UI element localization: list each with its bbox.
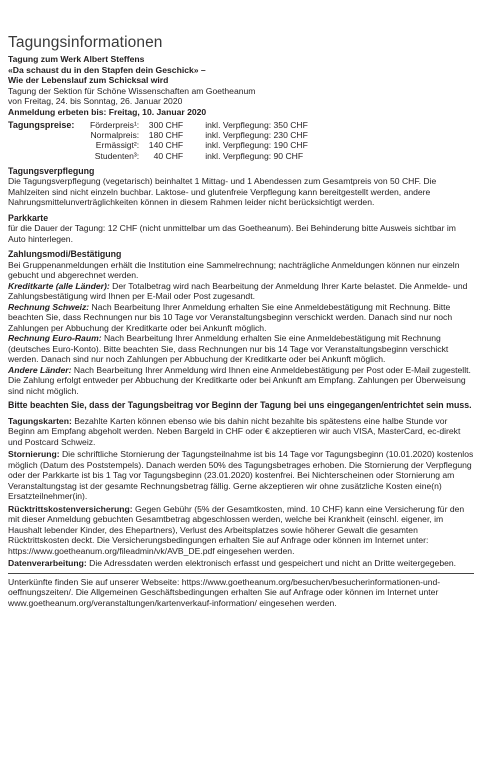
section-text: für die Dauer der Tagung: 12 CHF (nicht unmittelbar um das Goetheanum). Bei Behinderung bitte Ausweis sichtbar im Auto hinterlegen.	[8, 223, 456, 244]
price-row	[90, 151, 308, 161]
section-text: Die Tagungsverpflegung (vegetarisch) beinhaltet 1 Mittag- und 1 Abendessen zum Gesamtpreis von 50 CHF. Die Mahlzeiten sind nicht einzeln buchbar. Laktose- und glutenfreie Verpflegung kann bereitgestellt werden, andere Nahrungsmittelunverträglichkeiten können in diesem Rahmen leider nicht berücksichtigt werden.	[8, 176, 437, 208]
price-value: 40 CHF	[153, 150, 184, 161]
daten-label: Datenverarbeitung:	[8, 558, 87, 569]
event-line-1: Tagung zum Werk Albert Steffens	[8, 54, 145, 64]
payment-label: Kreditkarte (alle Länder):	[8, 280, 110, 291]
price-kind: Förderpreis¹:	[90, 120, 140, 130]
event-line-3: Wie der Lebenslauf zum Schicksal wird	[8, 75, 169, 85]
section-zahlung	[8, 249, 474, 396]
payment-text: Nach Bearbeitung Ihrer Anmeldung erhalten Sie eine Anmeldebestätigung mit Rechnung. Bitte beachten Sie, dass Rechnungen nur bis 10 Tage vor Veranstaltungsbeginn verschickt werden. Danach sind nur noch Zahlungen per Abbuchung der Kreditkarte oder bei Ankunft möglich.	[8, 301, 453, 333]
storno-label: Stornierung:	[8, 449, 60, 460]
price-value: 180 CHF	[148, 130, 184, 141]
price-value: 300 CHF	[148, 120, 184, 130]
payment-text: Nach Bearbeitung Ihrer Anmeldung erhalten Sie eine Anmeldebestätigung mit Rechnung (deutsches Euro-Konto). Bitte beachten Sie, dass Rechnungen nur bis 14 Tage vor Veranstaltungsbeginn verschickt werden. Danach sind nur noch Zahlungen per Abbuchung der Kreditkarte oder bei Ankunft möglich.	[8, 333, 449, 365]
payment-label: Rechnung Euro-Raum:	[8, 333, 102, 344]
section-verpflegung	[8, 166, 474, 208]
payment-euro	[8, 333, 474, 365]
karten-paragraph	[8, 416, 474, 448]
divider	[8, 573, 474, 574]
payment-label: Rechnung Schweiz:	[8, 301, 90, 312]
section-storno	[8, 449, 474, 502]
event-line-2: «Da schaust du in den Stapfen dein Geschick» –	[8, 64, 206, 75]
price-kind: Normalpreis:	[90, 130, 140, 141]
daten-paragraph	[8, 558, 474, 569]
storno-paragraph	[8, 449, 474, 502]
price-value: 140 CHF	[148, 140, 184, 151]
payment-text: Nach Bearbeitung Ihrer Anmeldung wird Ihnen eine Anmeldebestätigung per Post oder E-Mail zugestellt. Die Zahlung erfolgt entweder per Abbuchung der Kreditkarte oder bei Ankunft am Empfang. Zahlungen per Überweisung sind nicht möglich.	[8, 364, 471, 396]
karten-label: Tagungskarten:	[8, 415, 72, 426]
daten-text: Die Adressdaten werden elektronisch erfasst und gespeichert und nicht an Dritte weitergegeben.	[86, 558, 457, 569]
event-organizer: Tagung der Sektion für Schöne Wissenschaften am Goetheanum	[8, 85, 256, 96]
page-title: Tagungsinformationen	[8, 34, 163, 51]
section-text: Bei Gruppenanmeldungen erhält die Institution eine Sammelrechnung; nachträgliche Anmeldungen können nur einzeln gebucht und abgerechnet werden.	[8, 259, 460, 281]
section-ruecktritt	[8, 504, 474, 557]
ruecktritt-paragraph	[8, 504, 474, 557]
price-incl: inkl. Verpflegung: 350 CHF	[205, 120, 308, 130]
price-row	[90, 140, 308, 150]
price-incl: inkl. Verpflegung: 190 CHF	[205, 140, 308, 151]
price-incl: inkl. Verpflegung: 230 CHF	[205, 130, 308, 141]
section-heading: Zahlungsmodi/Bestätigung	[8, 249, 122, 260]
payment-label: Andere Länder:	[8, 364, 72, 375]
price-table	[90, 120, 308, 161]
section-parkkarte	[8, 213, 474, 245]
price-incl: inkl. Verpflegung: 90 CHF	[205, 150, 304, 161]
price-label: Tagungspreise:	[8, 120, 75, 130]
section-daten	[8, 558, 474, 569]
ruecktritt-label: Rücktrittskostenversicherung:	[8, 503, 133, 514]
section-karten	[8, 416, 474, 448]
payment-kreditkarte	[8, 281, 474, 302]
payment-schweiz	[8, 302, 474, 334]
price-kind: Ermässigt²:	[95, 140, 140, 151]
price-kind: Studenten³:	[94, 150, 140, 161]
event-info	[8, 54, 474, 117]
section-heading: Tagungsverpflegung	[8, 165, 95, 176]
karten-text: Bezahlte Karten können ebenso wie bis dahin nicht bezahlte bis spätestens eine halbe Stunde vor Beginn am Empfang abgeholt werden. Neben Bargeld in CHF oder € akzeptieren wir auch VISA, MasterCard, ec-direkt und Postcard Schweiz.	[8, 415, 461, 447]
price-row	[90, 130, 308, 140]
payment-text: Der Totalbetrag wird nach Bearbeitung der Anmeldung Ihrer Karte belastet. Die Anmelde- und Zahlungsbestätigung wird Ihnen per E-Mail oder Post zugesandt.	[8, 280, 468, 302]
price-block	[8, 120, 474, 161]
payment-andere	[8, 365, 474, 397]
payment-notice: Bitte beachten Sie, dass der Tagungsbeitrag vor Beginn der Tagung bei uns eingegangen/entrichtet sein muss.	[8, 400, 472, 411]
registration-deadline: Anmeldung erbeten bis: Freitag, 10. Januar 2020	[8, 106, 207, 117]
price-row	[90, 120, 308, 130]
ruecktritt-text: Gegen Gebühr (5% der Gesamtkosten, mind. 10 CHF) kann eine Versicherung für den mit dieser Anmeldung gebuchten Gesamtbetrag abgeschlossen werden, welche bei Krankheit (einschl. eigener, im Haushalt lebender Kinder, des Ehepartners), Verlust des Arbeitsplatzes sowie höherer Gewalt die gesamten Rücktrittskosten deckt. Die Versicherungsbedingungen erhalten Sie auf Anfrage oder können im Internet unter: https://www.goetheanum.org/fileadmin/vk/AVB_DE.pdf eingesehen werden.	[8, 503, 465, 556]
storno-text: Die schriftliche Stornierung der Tagungsteilnahme ist bis 14 Tage vor Tagungsbeginn (10.01.2020) kostenlos möglich (Datum des Poststempels). Danach werden 50% des Tagungsbetrages erhoben. Die Stornierung der Verpflegung oder der Parkkarte ist bis 1 Tag vor Tagungsbeginn (23.01.2020) kostenfrei. Bei Nichterscheinen oder Stornierung am Veranstaltungstag ist der gesamte Rechnungsbetrag fällig. Gerne akzeptieren wir ohne zusätzliche Kosten eine(n) Ersatzteilnehmer(in).	[8, 449, 474, 502]
footer-text: Unterkünfte finden Sie auf unserer Webseite: https://www.goetheanum.org/besuchen/besucherinformationen-und-oeffnungszeiten/. Die Allgemeinen Geschäftsbedingungen erhalten Sie auf Anfrage oder können im Internet unter www.goetheanum.org/veranstaltungen/kartenverkauf-information/ eingesehen werden.	[8, 576, 441, 608]
event-dates: von Freitag, 24. bis Sonntag, 26. Januar 2020	[8, 96, 183, 106]
section-heading: Parkkarte	[8, 212, 49, 223]
